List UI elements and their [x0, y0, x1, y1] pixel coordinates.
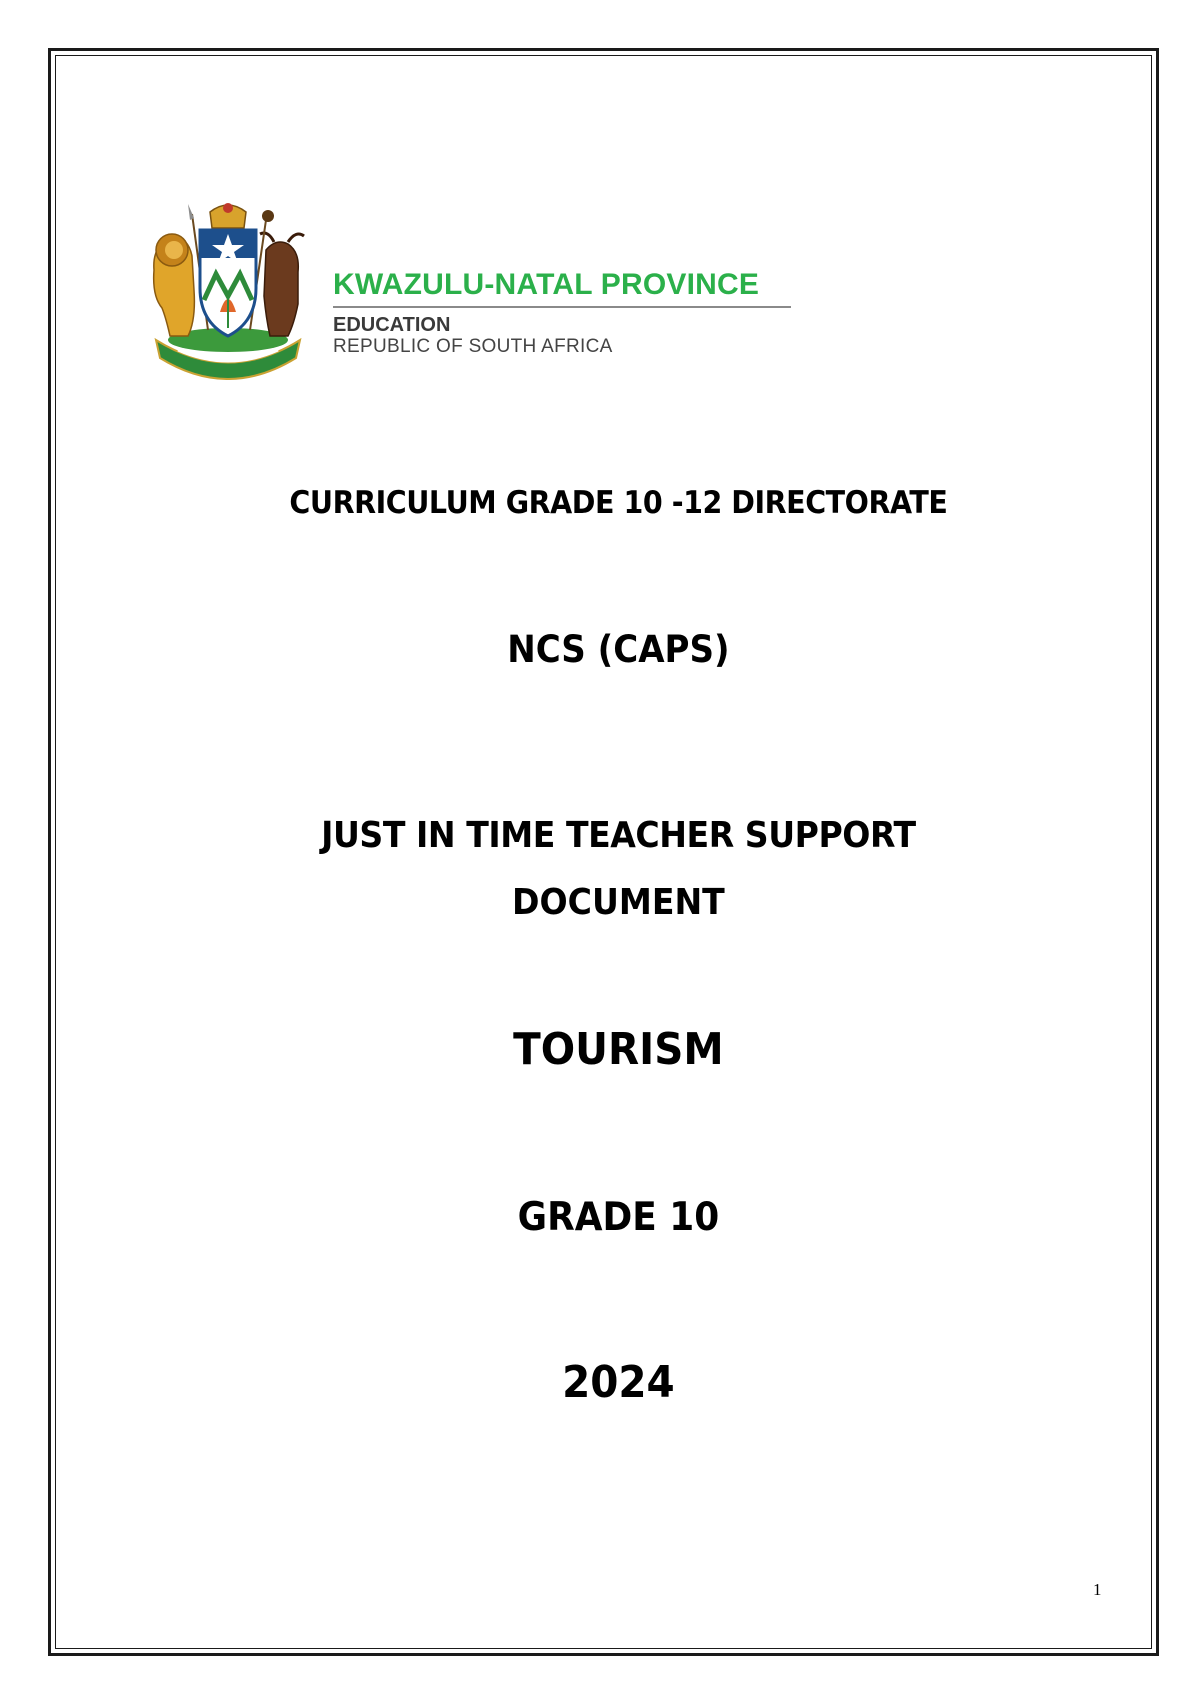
department-name: EDUCATION [333, 314, 451, 336]
coat-of-arms-icon [148, 200, 308, 380]
curriculum-heading: NCS (CAPS) [507, 628, 730, 671]
page-number: 1 [1093, 1580, 1102, 1599]
logo-wordmark [333, 268, 793, 358]
document-type-line-2: DOCUMENT [512, 882, 725, 923]
department-logo [148, 200, 808, 390]
subject-heading: TOURISM [513, 1024, 724, 1075]
document-type-line-1: JUST IN TIME TEACHER SUPPORT [321, 815, 916, 856]
country-name: REPUBLIC OF SOUTH AFRICA [333, 336, 613, 357]
directorate-heading: CURRICULUM GRADE 10 -12 DIRECTORATE [289, 485, 948, 521]
province-name: KWAZULU-NATAL PROVINCE [333, 268, 760, 301]
year-heading: 2024 [562, 1357, 675, 1408]
grade-heading: GRADE 10 [517, 1195, 720, 1240]
logo-divider [333, 306, 791, 308]
